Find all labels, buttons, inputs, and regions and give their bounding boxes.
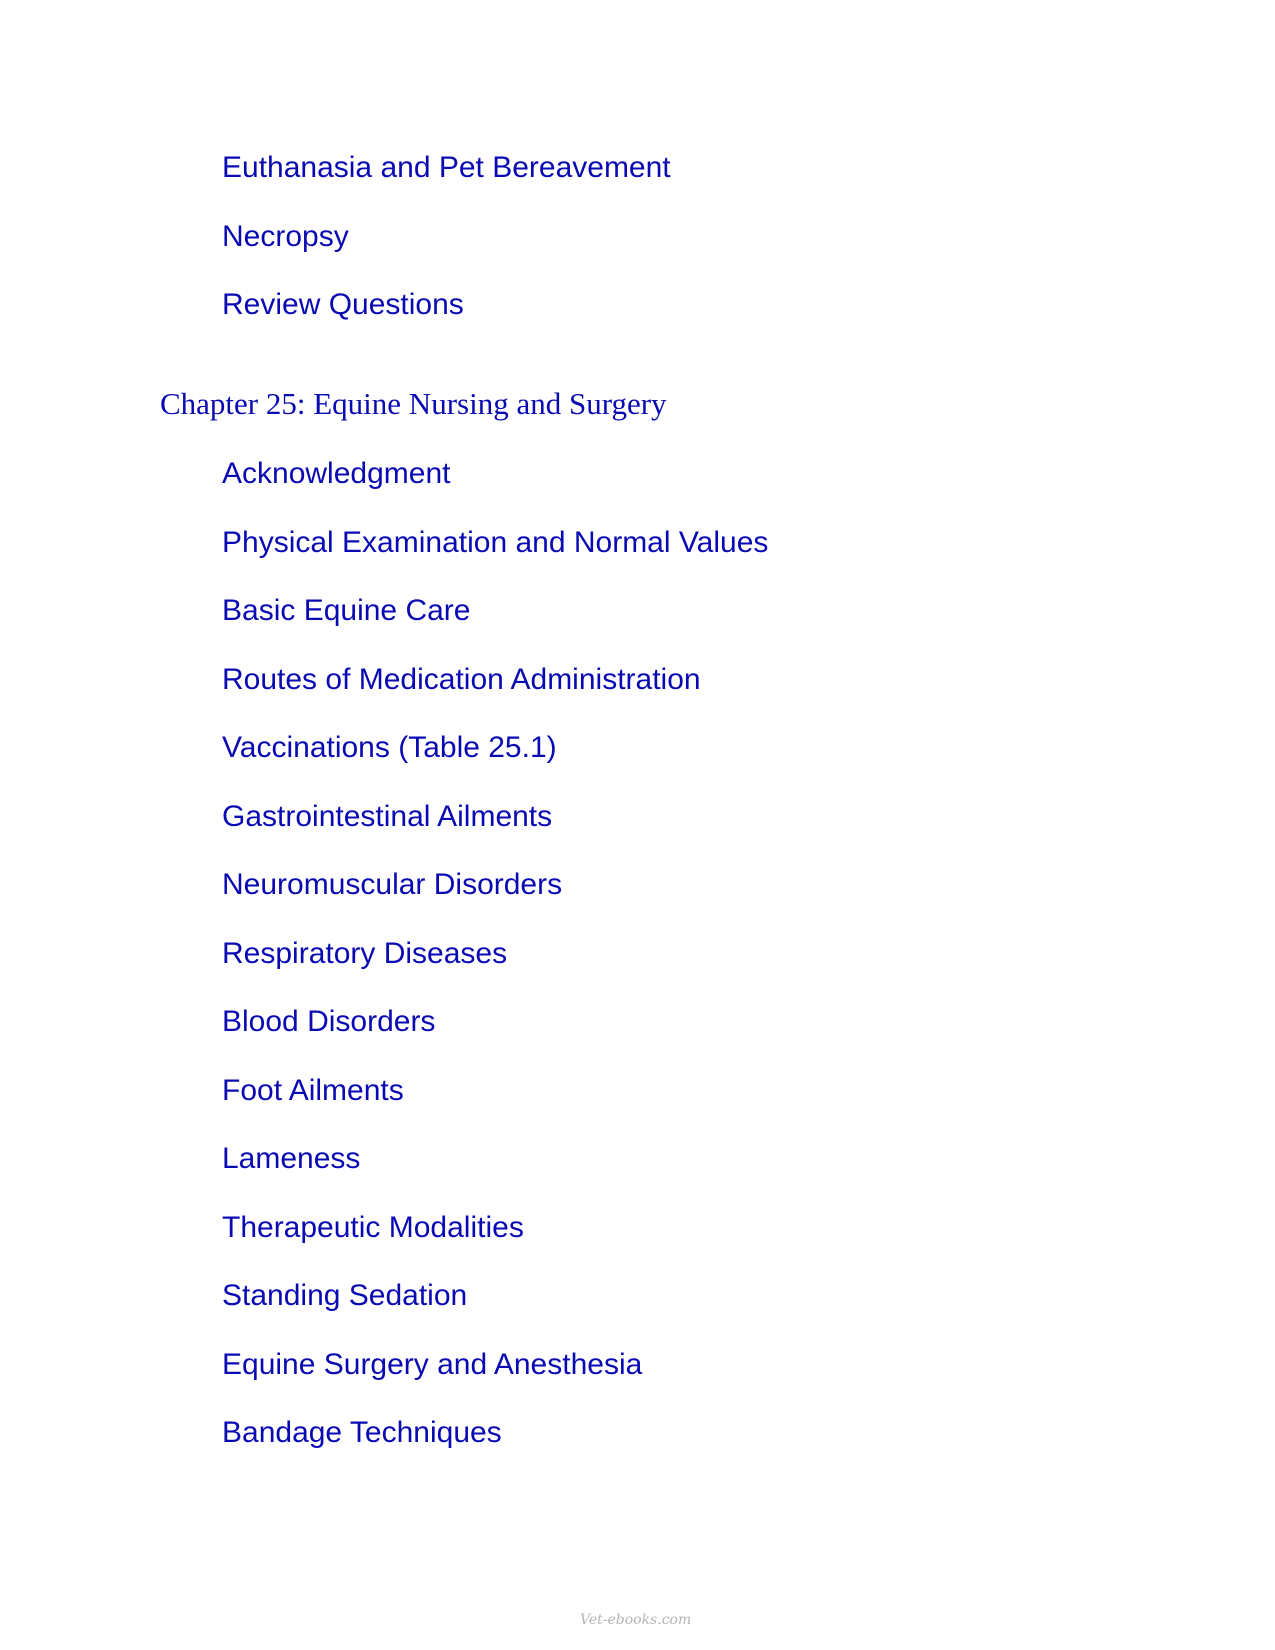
toc-link-euthanasia[interactable]: Euthanasia and Pet Bereavement [222,151,671,184]
chapter-heading: Chapter 25: Equine Nursing and Surgery [160,386,667,421]
toc-link-blood-disorders[interactable]: Blood Disorders [222,1005,436,1038]
toc-link-basic-equine-care[interactable]: Basic Equine Care [222,594,471,627]
toc-link-neuromuscular[interactable]: Neuromuscular Disorders [222,868,563,901]
toc-link-foot-ailments[interactable]: Foot Ailments [222,1074,404,1107]
toc-link-vaccinations[interactable]: Vaccinations (Table 25.1) [222,731,557,764]
toc-link-gastrointestinal[interactable]: Gastrointestinal Ailments [222,800,553,833]
toc-link-therapeutic-modalities[interactable]: Therapeutic Modalities [222,1211,524,1244]
toc-link-necropsy[interactable]: Necropsy [222,220,349,253]
toc-link-respiratory[interactable]: Respiratory Diseases [222,937,508,970]
toc-link-lameness[interactable]: Lameness [222,1142,361,1175]
toc-link-physical-examination[interactable]: Physical Examination and Normal Values [222,526,769,559]
toc-link-medication-routes[interactable]: Routes of Medication Administration [222,663,701,696]
toc-link-surgery-anesthesia[interactable]: Equine Surgery and Anesthesia [222,1348,643,1381]
toc-link-acknowledgment[interactable]: Acknowledgment [222,457,451,490]
toc-link-review-questions[interactable]: Review Questions [222,288,464,321]
toc-link-bandage-techniques[interactable]: Bandage Techniques [222,1416,502,1449]
watermark-logo: Vet-ebooks.com [580,1612,692,1628]
toc-link-standing-sedation[interactable]: Standing Sedation [222,1279,468,1312]
